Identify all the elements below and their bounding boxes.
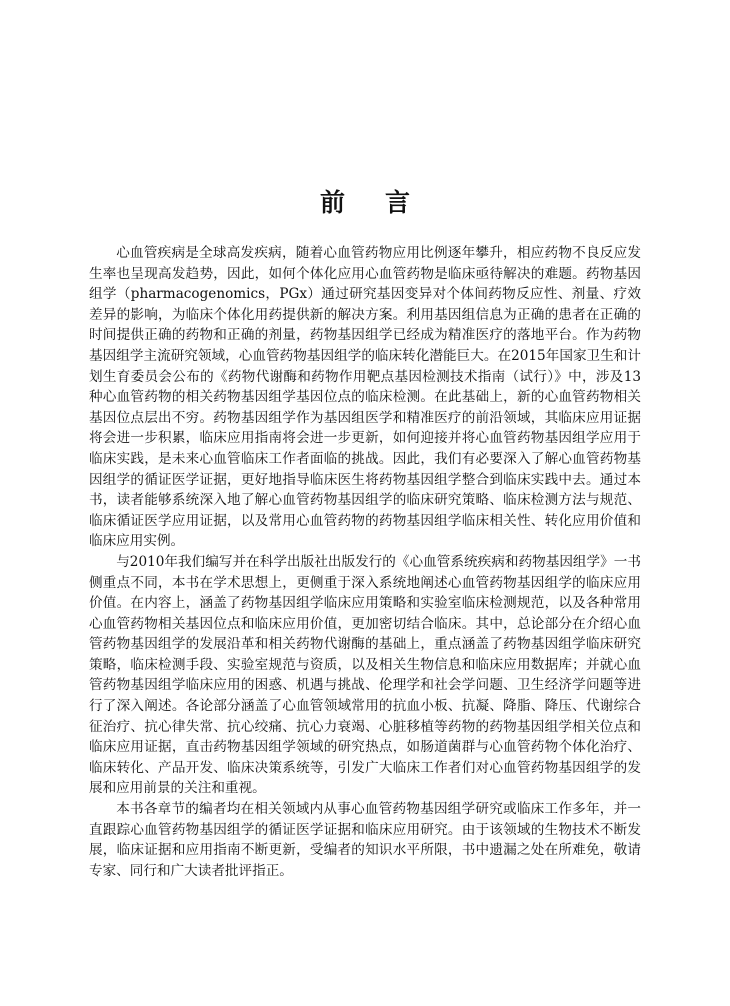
title-char-1: 前 [319,188,345,217]
paragraph-2: 与2010年我们编写并在科学出版社出版发行的《心血管系统疾病和药物基因组学》一书侧重点不同，本书在学术思想上，更侧重于深入系统地阐述心血管药物基因组学的临床应用价值。在内容上，涵盖了药物基因组学临床应用策略和实验室临床检测规范，以及各种常用心血管药物相关基因位点和临床应用价值，更加密切结合临床。其中，总论部分在介绍心血管药物基因组学的发展沿革和相关药物代谢酶的基础上，重点涵盖了药物基因组学临床研究策略，临床检测手段、实验室规范与资质，以及相关生物信息和临床应用数据库；并就心血管药物基因组学临床应用的困惑、机遇与挑战、伦理学和社会学问题、卫生经济学问题等进行了深入阐述。各论部分涵盖了心血管领域常用的抗血小板、抗凝、降脂、降压、代谢综合征治疗、抗心律失常、抗心绞痛、抗心力衰竭、心脏移植等药物的药物基因组学相关位点和临床应用证据，直击药物基因组学领域的研究热点，如肠道菌群与心血管药物个体化治疗、临床转化、产品开发、临床决策系统等，引发广大临床工作者们对心血管药物基因组学的发展和应用前景的关注和重视。 [89,553,641,797]
paragraph-1: 心血管疾病是全球高发疾病，随着心血管药物应用比例逐年攀升，相应药物不良反应发生率也呈现高发趋势，因此，如何个体化应用心血管药物是临床亟待解决的难题。药物基因组学（pharmacogenomics，PGx）通过研究基因变异对个体间药物反应性、剂量、疗效差异的影响，为临床个体化用药提供新的解决方案。利用基因组信息为正确的患者在正确的时间提供正确的药物和正确的剂量，药物基因组学已经成为精准医疗的落地平台。作为药物基因组学主流研究领域，心血管药物基因组学的临床转化潜能巨大。在2015年国家卫生和计划生育委员会公布的《药物代谢酶和药物作用靶点基因检测技术指南（试行）》中，涉及13种心血管药物的相关药物基因组学基因位点的临床检测。在此基础上，新的心血管药物相关基因位点层出不穷。药物基因组学作为基因组医学和精准医疗的前沿领域，其临床应用证据将会进一步积累，临床应用指南将会进一步更新，如何迎接并将心血管药物基因组学应用于临床实践，是未来心血管临床工作者面临的挑战。因此，我们有必要深入了解心血管药物基因组学的循证医学证据，更好地指导临床医生将药物基因组学整合到临床实践中去。通过本书，读者能够系统深入地了解心血管药物基因组学的临床研究策略、临床检测方法与规范、临床循证医学应用证据，以及常用心血管药物的药物基因组学临床相关性、转化应用价值和临床应用实例。 [89,245,641,550]
preface-body [89,243,641,881]
paragraph-3: 本书各章节的编者均在相关领域内从事心血管药物基因组学研究或临床工作多年，并一直跟踪心血管药物基因组学的循证医学证据和临床应用研究。由于该领域的生物技术不断发展，临床证据和应用指南不断更新，受编者的知识水平所限，书中遗漏之处在所难免，敬请专家、同行和广大读者批评指正。 [89,801,641,879]
page-title [0,183,730,219]
title-char-2: 言 [385,188,411,217]
